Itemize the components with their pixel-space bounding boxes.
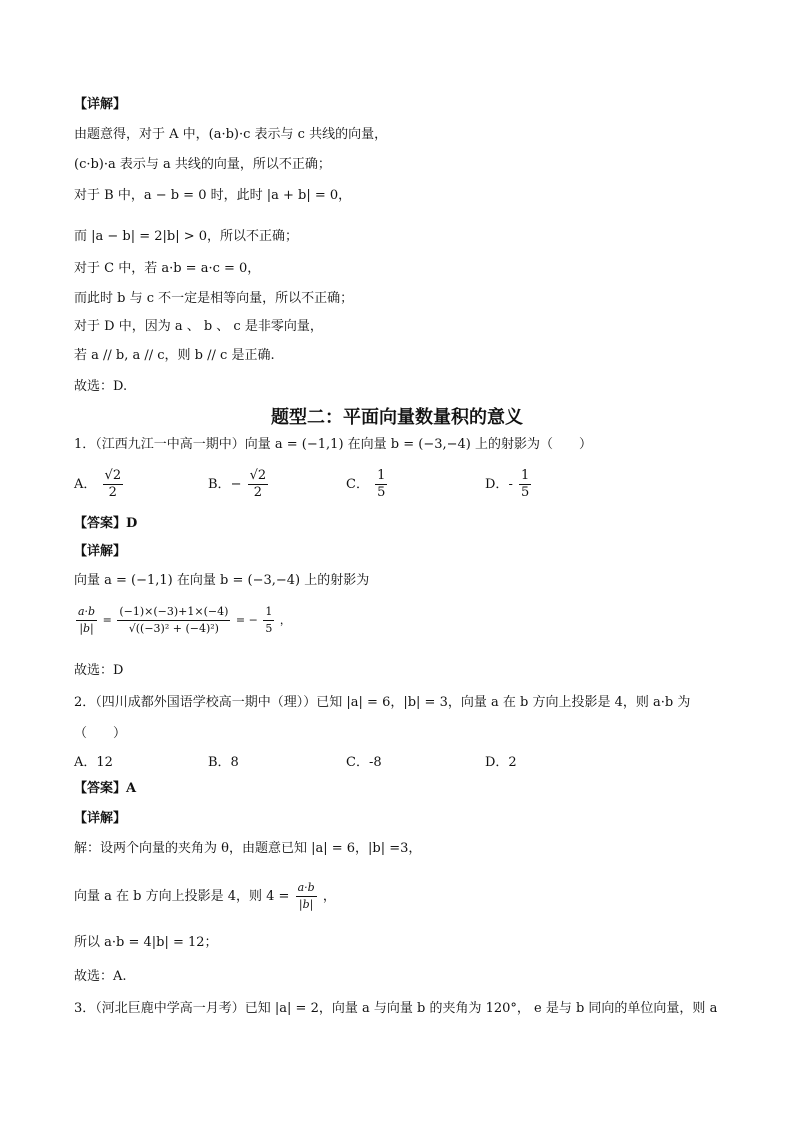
q1-formula: $\frac{a\cdot b}{|b|}$ = $\frac{(-1)\times(-3)+1\times(-4)}{\text{√((−3)² + (−4)²)}}$ = − $\frac{1}{5}$ ， <box>78 605 291 635</box>
solution-line: 而 |a − b| = 2|b| > 0，所以不正确； <box>74 229 299 244</box>
q2-option-b: B．8 <box>208 755 239 770</box>
solution-line: 而此时 b 与 c 不一定是相等向量，所以不正确； <box>74 291 354 306</box>
question-2-stem-cont: （ ） <box>74 726 127 741</box>
q2-conclusion: 故选：A. <box>74 969 127 984</box>
detail-label: 【详解】 <box>74 97 127 112</box>
solution-line: 对于 B 中，a − b = 0 时，此时 |a + b| = 0， <box>74 188 352 203</box>
solution-line: (c·b)·a 表示与 a 共线的向量，所以不正确； <box>74 157 331 172</box>
q1-detail-line: 向量 a = (−1,1) 在向量 b = (−3,−4) 上的射影为 <box>74 573 370 588</box>
solution-line: 对于 D 中，因为 a 、 b 、 c 是非零向量， <box>74 319 323 334</box>
solution-line: 若 a // b, a // c，则 b // c 是正确. <box>74 348 275 363</box>
question-3-stem: 3．（河北巨鹿中学高一月考）已知 |a| = 2，向量 a 与向量 b 的夹角为 120°， e 是与 b 同向的单位向量，则 a <box>74 1001 718 1016</box>
q1-option-c: C． $\frac{1}{5}$ <box>346 468 386 500</box>
q1-option-b: B．− $\frac{√2}{2}$ <box>208 468 267 500</box>
q1-detail-label: 【详解】 <box>74 544 127 559</box>
q2-detail-line: 所以 a·b = 4|b| = 12； <box>74 935 218 950</box>
question-1-stem: 1．（江西九江一中高一期中）向量 a = (−1,1) 在向量 b = (−3,−4) 上的射影为（ ） <box>74 437 593 452</box>
q2-detail-label: 【详解】 <box>74 811 127 826</box>
q2-projection-line: 向量 a 在 b 方向上投影是 4，则 4 = $\frac{a\cdot b}{|b|}$ ， <box>74 881 336 911</box>
section-title: 题型二：平面向量数量积的意义 <box>271 407 523 428</box>
solution-line: 对于 C 中，若 a·b = a·c = 0， <box>74 261 261 276</box>
q2-option-c: C．-8 <box>346 755 382 770</box>
q2-answer: 【答案】A <box>74 781 137 796</box>
q2-option-d: D．2 <box>485 755 517 770</box>
question-2-stem: 2．（四川成都外国语学校高一期中（理））已知 |a| = 6，|b| = 3，向量 a 在 b 方向上投影是 4，则 a·b 为 <box>74 695 691 710</box>
q1-conclusion: 故选：D <box>74 663 124 678</box>
solution-line: 由题意得，对于 A 中，(a·b)·c 表示与 c 共线的向量， <box>74 127 388 142</box>
q2-option-a: A．12 <box>74 755 113 770</box>
q2-detail-line: 解：设两个向量的夹角为 θ，由题意已知 |a| = 6，|b| =3， <box>74 841 422 856</box>
q1-answer: 【答案】D <box>74 516 138 531</box>
q1-option-d: D．- $\frac{1}{5}$ <box>485 468 530 500</box>
q1-option-a: A． $\frac{√2}{2}$ <box>74 468 122 500</box>
solution-line: 故选：D. <box>74 379 128 394</box>
